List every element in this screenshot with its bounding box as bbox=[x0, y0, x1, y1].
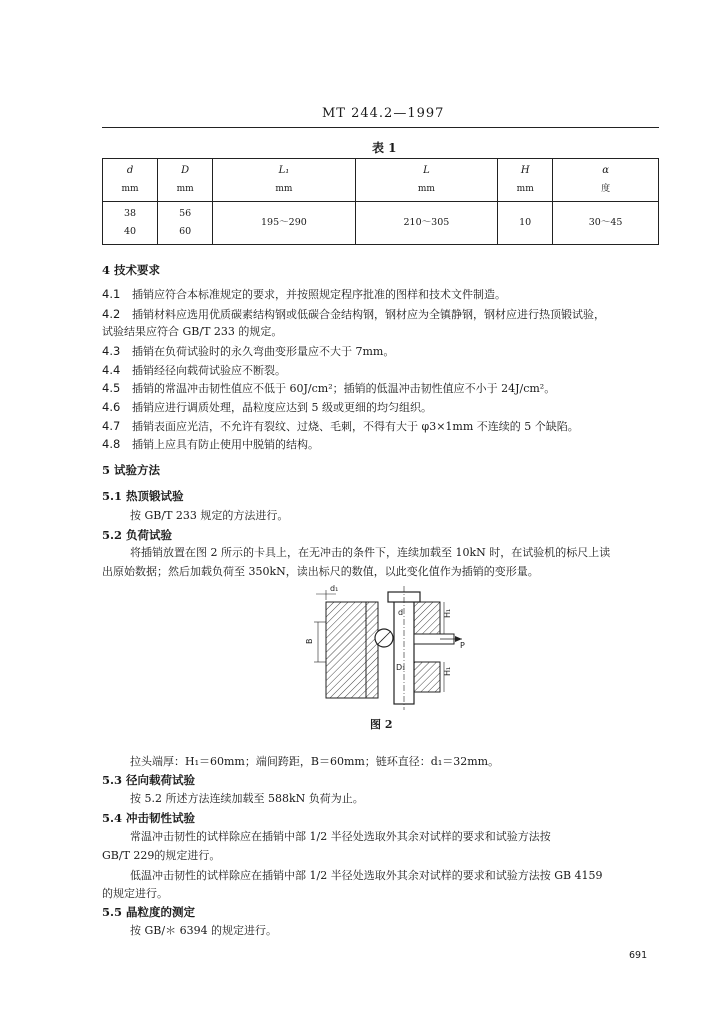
clause-4-5: 4.5 插销的常温冲击韧性值应不低于 60J/cm²；插销的低温冲击韧性值应不小于 24J/cm²。 bbox=[102, 381, 556, 395]
header-rule bbox=[102, 127, 659, 128]
right-lower-block bbox=[414, 662, 440, 692]
clause-5-4-line2: GB/T 229的规定进行。 bbox=[102, 849, 221, 862]
clause-4-1: 4.1 插销应符合本标准规定的要求，并按照规定程序批准的图样和技术文件制造。 bbox=[102, 287, 506, 301]
label-d1-pin: D₁ bbox=[396, 663, 406, 672]
clause-5-3-title: 5.3 径向载荷试验 bbox=[102, 773, 196, 787]
clause-4-2-cont: 试验结果应符合 GB/T 233 的规定。 bbox=[102, 325, 283, 338]
table-header-cell: d mm bbox=[103, 159, 158, 202]
table-cell: 10 bbox=[498, 202, 553, 245]
table-cell: 56 60 bbox=[158, 202, 213, 245]
label-p: P bbox=[460, 641, 465, 650]
clause-4-4: 4.4 插销经径向载荷试验应不断裂。 bbox=[102, 363, 286, 377]
clause-4-8: 4.8 插销上应具有防止使用中脱销的结构。 bbox=[102, 437, 319, 451]
clause-5-4-title: 5.4 冲击韧性试验 bbox=[102, 811, 196, 825]
table-cell: 30～45 bbox=[553, 202, 659, 245]
section-5-title: 5 试验方法 bbox=[102, 463, 161, 477]
clause-5-4-line3: 低温冲击韧性的试样除应在插销中部 1/2 半径处选取外其余对试样的要求和试验方法按 GB 4159 bbox=[130, 869, 603, 882]
table-header-row bbox=[103, 159, 659, 202]
clause-5-5-text: 按 GB/＊ 6394 的规定进行。 bbox=[130, 924, 278, 937]
clause-5-2-title: 5.2 负荷试验 bbox=[102, 528, 173, 542]
standard-header: MT 244.2—1997 bbox=[322, 106, 445, 121]
clause-4-3: 4.3 插销在负荷试验时的永久弯曲变形量应不大于 7mm。 bbox=[102, 344, 395, 358]
clause-4-2: 4.2 插销材料应选用优质碳素结构钢或低碳合金结构钢，钢材应为全镇静钢，钢材应进行热顶锻试验， bbox=[102, 307, 605, 321]
table-cell: 38 40 bbox=[103, 202, 158, 245]
center-die-block bbox=[366, 602, 378, 698]
clause-5-1-title: 5.1 热顶锻试验 bbox=[102, 489, 184, 503]
left-support-block bbox=[326, 602, 366, 698]
clause-5-4-line4: 的规定进行。 bbox=[102, 887, 168, 900]
clause-4-6: 4.6 插销应进行调质处理，晶粒度应达到 5 级或更细的均匀组织。 bbox=[102, 400, 432, 414]
clause-5-2-line2: 出原始数据；然后加载负荷至 350kN，读出标尺的数值，以此变化值作为插销的变形量。 bbox=[102, 565, 539, 578]
table-header-cell: α 度 bbox=[553, 159, 659, 202]
spec-table bbox=[102, 158, 659, 245]
table-title: 表 1 bbox=[372, 141, 397, 155]
table-header-cell: D mm bbox=[158, 159, 213, 202]
label-h1-bottom: H₁ bbox=[443, 666, 452, 676]
clause-5-4-line1: 常温冲击韧性的试样除应在插销中部 1/2 半径处选取外其余对试样的要求和试验方法按 bbox=[130, 830, 551, 843]
table-row bbox=[103, 202, 659, 245]
label-d1: d₁ bbox=[330, 584, 339, 593]
clause-5-3-text: 按 5.2 所述方法连续加载至 588kN 负荷为止。 bbox=[130, 792, 364, 805]
label-d: d bbox=[398, 608, 404, 617]
page-number: 691 bbox=[629, 950, 648, 961]
label-b: B bbox=[305, 638, 314, 644]
section-4-title: 4 技术要求 bbox=[102, 263, 161, 277]
table-header-cell: L mm bbox=[355, 159, 498, 202]
table-header-cell: H mm bbox=[498, 159, 553, 202]
right-upper-block bbox=[414, 602, 440, 636]
figure-2-caption: 图 2 bbox=[370, 718, 393, 731]
clause-4-7: 4.7 插销表面应光洁，不允许有裂纹、过烧、毛刺，不得有大于 φ3×1mm 不连续的 5 个缺陷。 bbox=[102, 419, 579, 433]
clause-5-2-line1: 将插销放置在图 2 所示的卡具上，在无冲击的条件下，连续加载至 10kN 时，在试验机的标尺上读 bbox=[130, 546, 611, 559]
label-h1-top: H₁ bbox=[443, 608, 452, 618]
clause-5-5-title: 5.5 晶粒度的测定 bbox=[102, 905, 196, 919]
figure-2-diagram bbox=[290, 582, 470, 712]
table-cell: 210～305 bbox=[355, 202, 498, 245]
clause-5-1-text: 按 GB/T 233 规定的方法进行。 bbox=[130, 509, 289, 522]
table-header-cell: L₁ mm bbox=[213, 159, 356, 202]
figure-2-note: 拉头端厚：H₁＝60mm；端间跨距，B＝60mm；链环直径：d₁＝32mm。 bbox=[130, 755, 500, 768]
table-cell: 195～290 bbox=[213, 202, 356, 245]
